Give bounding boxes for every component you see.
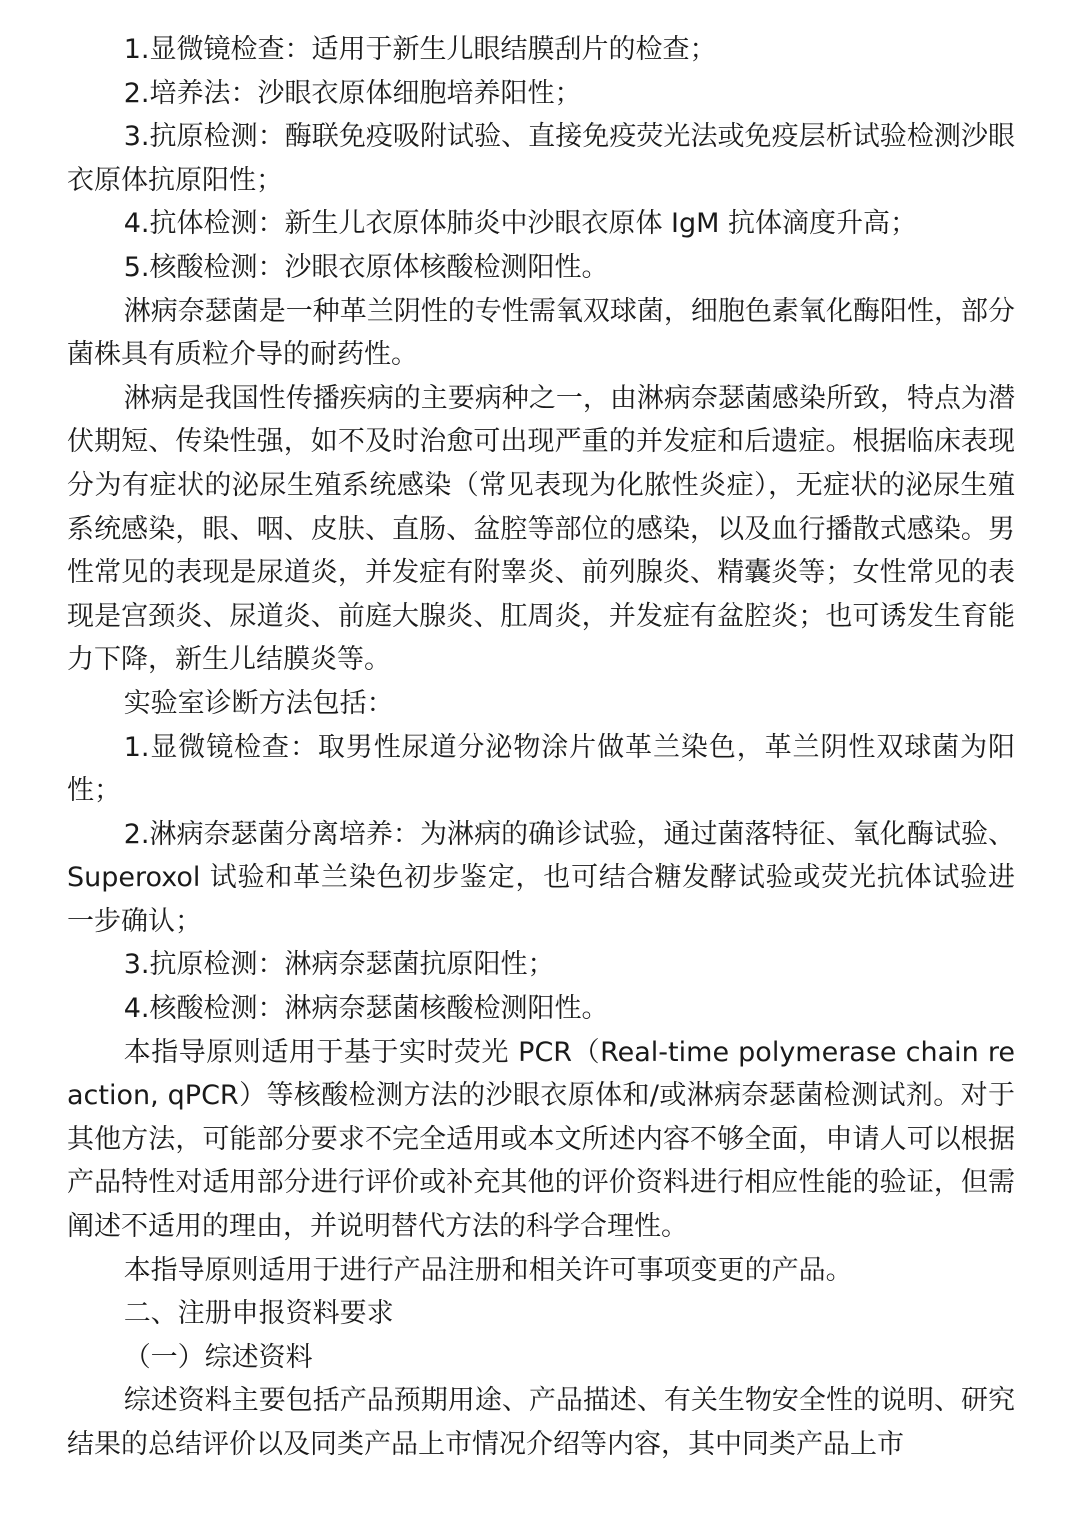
paragraph-microscopy-ng: 1.显微镜检查：取男性尿道分泌物涂片做革兰染色，革兰阴性双球菌为阳性； xyxy=(67,731,1015,807)
paragraph-ng-intro: 淋病奈瑟菌是一种革兰阴性的专性需氧双球菌，细胞色素氧化酶阳性，部分菌株具有质粒介导的耐药性。 xyxy=(67,295,1015,371)
paragraph-culture-ct: 2.培养法：沙眼衣原体细胞培养阳性； xyxy=(123,77,582,109)
paragraph-nucleic-ct: 5.核酸检测：沙眼衣原体核酸检测阳性。 xyxy=(123,251,609,283)
subsection-heading-summary: （一）综述资料 xyxy=(123,1341,313,1373)
paragraph-antibody-ct: 4.抗体检测：新生儿衣原体肺炎中沙眼衣原体 IgM 抗体滴度升高； xyxy=(123,208,918,240)
section-heading-requirements: 二、注册申报资料要求 xyxy=(123,1298,394,1330)
paragraph-culture-ng: 2.淋病奈瑟菌分离培养：为淋病的确诊试验，通过菌落特征、氧化酶试验、Superoxol 试验和革兰染色初步鉴定，也可结合糖发酵试验或荧光抗体试验进一步确认； xyxy=(67,818,1015,937)
paragraph-summary: 综述资料主要包括产品预期用途、产品描述、有关生物安全性的说明、研究结果的总结评价以及同类产品上市情况介绍等内容，其中同类产品上市 xyxy=(67,1385,1015,1460)
paragraph-lab-diagnosis: 实验室诊断方法包括： xyxy=(123,687,394,719)
paragraph-antigen-ct: 3.抗原检测：酶联免疫吸附试验、直接免疫荧光法或免疫层析试验检测沙眼衣原体抗原阳性； xyxy=(67,121,1015,196)
paragraph-gonorrhea-clinical: 淋病是我国性传播疾病的主要病种之一，由淋病奈瑟菌感染所致，特点为潜伏期短、传染性强，如不及时治愈可出现严重的并发症和后遗症。根据临床表现分为有症状的泌尿生殖系统感染（常见表现为化脓性炎症），无症状的泌尿生殖系统感染，眼、咽、皮肤、直肠、盆腔等部位的感染，以及血行播散式感染。男性常见的表现是尿道炎，并发症有附睾炎、前列腺炎、精囊炎等；女性常见的表现是宫颈炎、尿道炎、前庭大腺炎、肛周炎，并发症有盆腔炎；也可诱发生育能力下降，新生儿结膜炎等。 xyxy=(67,382,1015,676)
paragraph-nucleic-ng: 4.核酸检测：淋病奈瑟菌核酸检测阳性。 xyxy=(123,993,609,1025)
paragraph-microscopy-ct: 1.显微镜检查：适用于新生儿眼结膜刮片的检查； xyxy=(123,34,717,65)
paragraph-scope: 本指导原则适用于基于实时荧光 PCR（Real-time polymerase chain reaction, qPCR）等核酸检测方法的沙眼衣原体和/或淋病奈瑟菌检测试剂。对于其他方法，可能部分要求不完全适用或本文所述内容不够全面，申请人可以根据产品特性对适用部分进行评价或补充其他的评价资料进行相应性能的验证，但需阐述不适用的理由，并说明替代方法的科学合理性。 xyxy=(67,1036,1015,1243)
document-page xyxy=(67,28,1015,1467)
paragraph-scope-registration: 本指导原则适用于进行产品注册和相关许可事项变更的产品。 xyxy=(123,1254,853,1286)
paragraph-antigen-ng: 3.抗原检测：淋病奈瑟菌抗原阳性； xyxy=(123,949,555,981)
